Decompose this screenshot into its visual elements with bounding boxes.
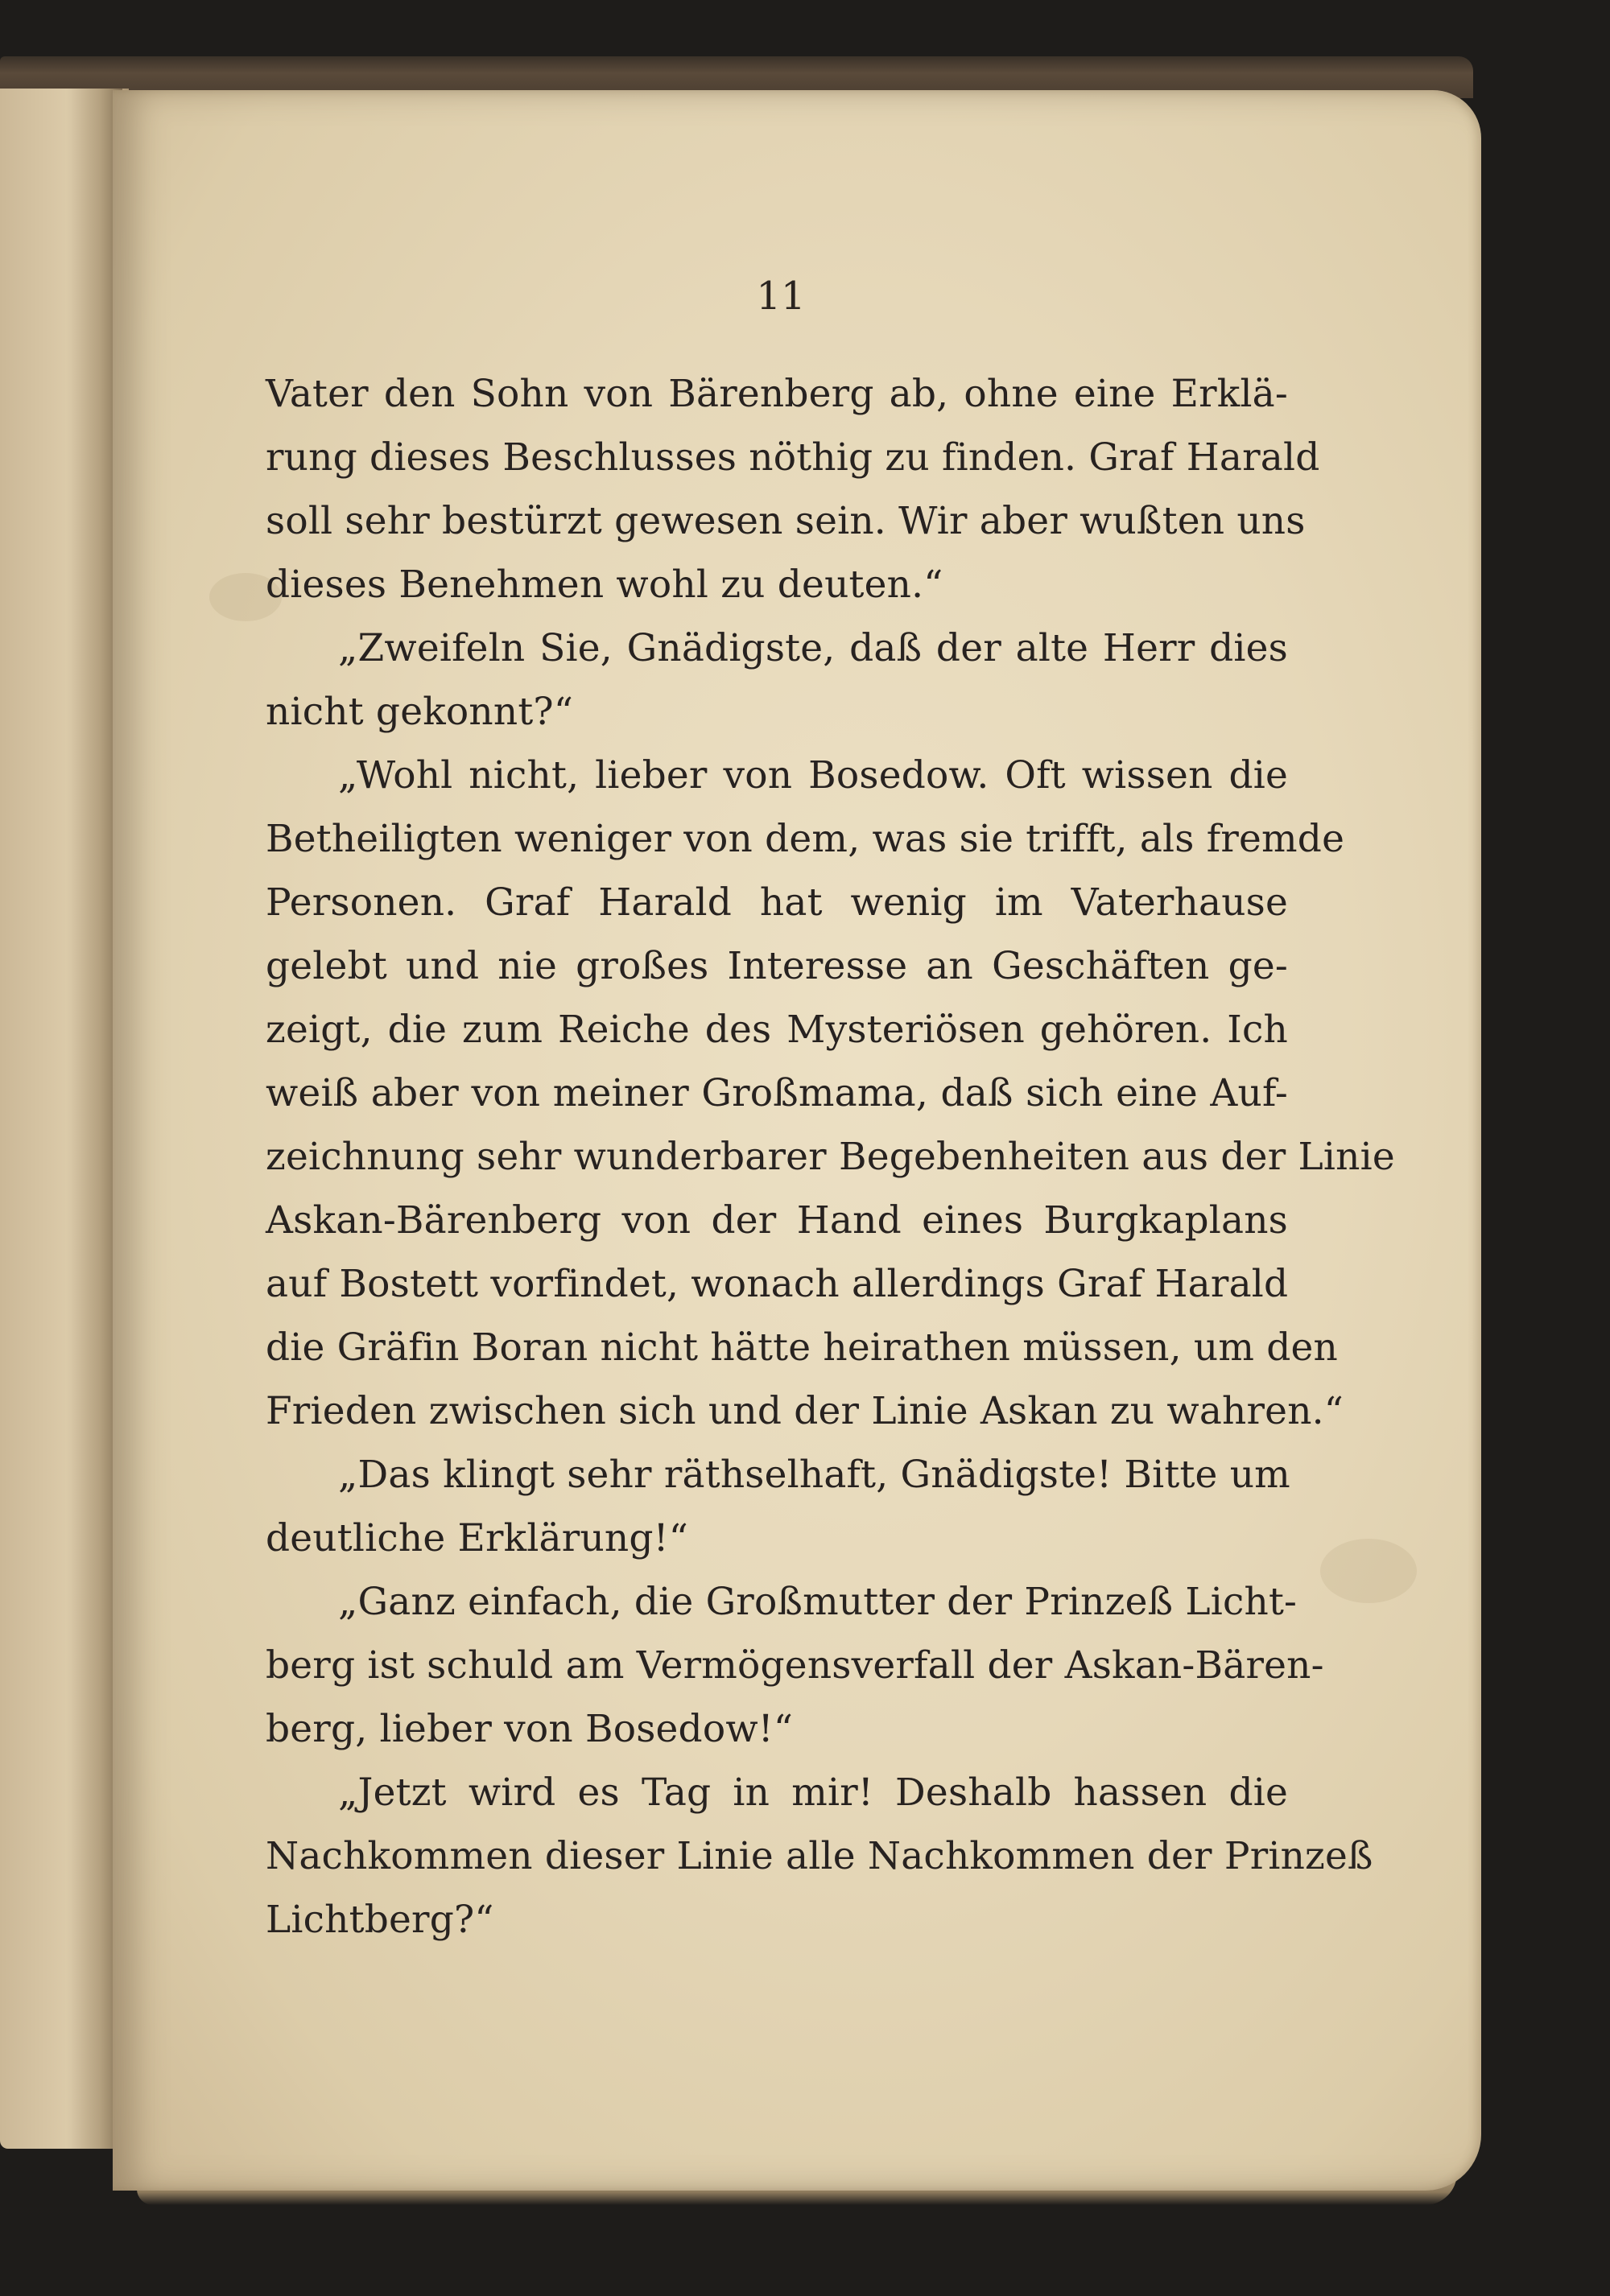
text-line: „Jetzt wird es Tag in mir! Deshalb hassen die — [338, 1770, 1288, 1815]
text-line: Vater den Sohn von Bärenberg ab, ohne eine Erklä- — [266, 372, 1288, 416]
text-line: soll sehr bestürzt gewesen sein. Wir aber wußten uns — [266, 499, 1306, 543]
body-text — [266, 362, 1395, 1952]
text-line: „Wohl nicht, lieber von Bosedow. Oft wissen die — [338, 753, 1288, 798]
text-line: Personen. Graf Harald hat wenig im Vaterhause — [266, 880, 1288, 925]
text-line: „Zweifeln Sie, Gnädigste, daß der alte Herr dies — [338, 626, 1288, 670]
text-line: berg, lieber von Bosedow!“ — [266, 1707, 794, 1751]
text-line: Nachkommen dieser Linie alle Nachkommen der Prinzeß — [266, 1834, 1373, 1878]
text-line: zeigt, die zum Reiche des Mysteriösen gehören. Ich — [266, 1008, 1288, 1052]
text-line: deutliche Erklärung!“ — [266, 1516, 688, 1560]
text-line: Lichtberg?“ — [266, 1898, 494, 1942]
text-line: nicht gekonnt?“ — [266, 690, 574, 734]
text-line: auf Bostett vorfindet, wonach allerdings Graf Harald — [266, 1262, 1289, 1306]
text-line: Askan-Bärenberg von der Hand eines Burgkaplans — [266, 1198, 1288, 1243]
text-line: „Ganz einfach, die Großmutter der Prinzeß Licht- — [338, 1580, 1298, 1624]
text-line: zeichnung sehr wunderbarer Begebenheiten aus der Linie — [266, 1135, 1395, 1179]
text-line: Frieden zwischen sich und der Linie Askan zu wahren.“ — [266, 1389, 1344, 1433]
page-number: 11 — [756, 274, 806, 319]
text-line: die Gräfin Boran nicht hätte heirathen müssen, um den — [266, 1325, 1338, 1370]
text-line: weiß aber von meiner Großmama, daß sich eine Auf- — [266, 1071, 1288, 1115]
text-line: berg ist schuld am Vermögensverfall der Askan-Bären- — [266, 1643, 1324, 1688]
text-line: „Das klingt sehr räthselhaft, Gnädigste! Bitte um — [338, 1453, 1290, 1497]
text-line: dieses Benehmen wohl zu deuten.“ — [266, 563, 943, 607]
text-line: rung dieses Beschlusses nöthig zu finden. Graf Harald — [266, 435, 1320, 480]
text-line: gelebt und nie großes Interesse an Geschäften ge- — [266, 944, 1288, 988]
text-line: Betheiligten weniger von dem, was sie trifft, als fremde — [266, 817, 1345, 861]
paper-stain — [1320, 1539, 1417, 1603]
